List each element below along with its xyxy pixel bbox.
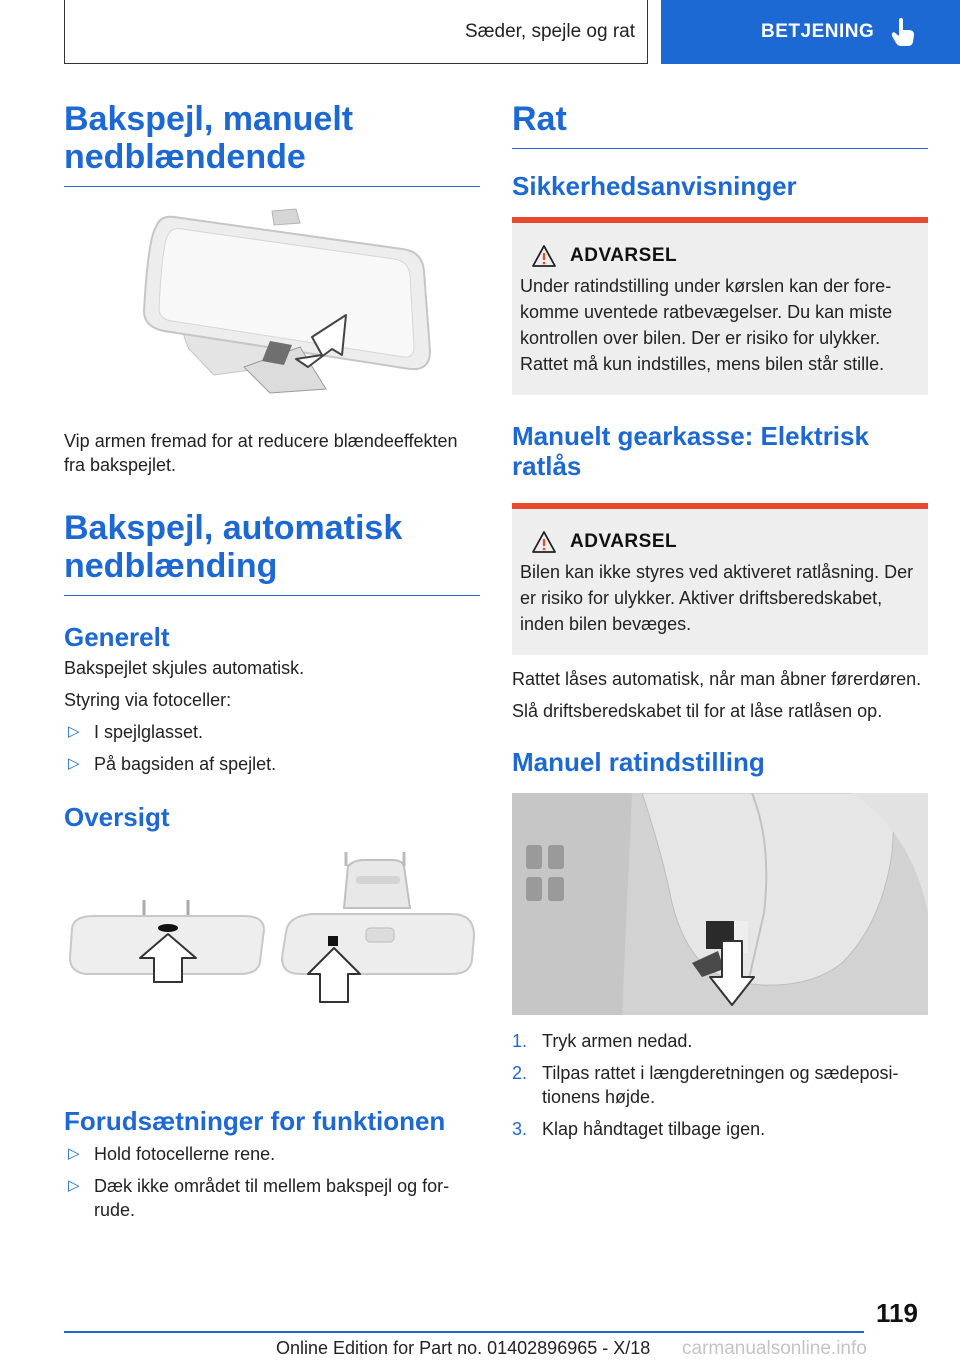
- triangle-bullet-icon: ▷: [68, 723, 80, 740]
- warning-box-steering-while-driving: [512, 217, 928, 395]
- step-number: 3.: [512, 1119, 528, 1139]
- step-number: 2.: [512, 1063, 528, 1083]
- pointing-hand-icon: [890, 17, 916, 47]
- list-item: 2. Tilpas rattet i længderetningen og sædepositionens højde.: [512, 1063, 899, 1107]
- photocell-overview-illustration: [64, 832, 480, 1092]
- triangle-bullet-icon: ▷: [68, 1145, 80, 1162]
- paragraph-photocells: Styring via fotoceller:: [64, 690, 232, 710]
- heading-oversigt: Oversigt: [64, 802, 170, 832]
- header-chapter-tab[interactable]: [661, 0, 960, 64]
- heading-rat: Rat: [512, 100, 928, 149]
- paragraph-unlock: Slå driftsberedskabet til for at låse ratlåsen op.: [512, 701, 883, 721]
- warning-text: Under ratindstilling under kørslen kan der forekomme uventede ratbevægelser. Du kan miste kontrollen over bilen. Der er risiko for ulykker. Rattet må kun indstilles, mens bilen står stille.: [520, 276, 893, 374]
- heading-forudsaetninger: Forudsætninger for funktionen: [64, 1106, 446, 1136]
- step-number: 1.: [512, 1031, 528, 1051]
- page-number: 119: [876, 1298, 918, 1328]
- steering-column-illustration: [512, 793, 928, 1015]
- list-item: ▷ Hold fotocellerne rene.: [68, 1144, 276, 1164]
- paragraph-auto-hide: Bakspejlet skjules automatisk.: [64, 658, 305, 678]
- heading-generelt: Generelt: [64, 622, 170, 652]
- heading-automatic-dimming-mirror: Bakspejl, automatisk nedblænding: [64, 509, 480, 596]
- photocell-list: [64, 720, 480, 776]
- footer-edition: Online Edition for Part no. 01402896965 - X/18: [276, 1338, 651, 1358]
- warning-box-steering-lock: [512, 503, 928, 655]
- left-column: [64, 100, 480, 1230]
- warning-label: ADVARSEL: [570, 245, 678, 266]
- manual-mirror-illustration: [64, 199, 480, 419]
- warning-label: ADVARSEL: [570, 531, 678, 552]
- warning-triangle-icon: [532, 531, 556, 553]
- triangle-bullet-icon: ▷: [68, 755, 80, 772]
- warning-text: Bilen kan ikke styres ved aktiveret ratlåsning. Der er risiko for ulykker. Aktiver driftsberedskabet, inden bilen bevæges.: [520, 562, 914, 634]
- list-item: ▷ På bagsiden af spejlet.: [68, 754, 277, 774]
- heading-manual-dimming-mirror: Bakspejl, manuelt nedblændende: [64, 100, 480, 187]
- warning-triangle-icon: [532, 245, 556, 267]
- header-section-box: [64, 0, 648, 64]
- paragraph-tilt-lever: Vip armen fremad for at reducere blændeeffekten fra bakspejlet.: [64, 431, 458, 475]
- paragraph-auto-lock: Rattet låses automatisk, når man åbner førerdøren.: [512, 669, 922, 689]
- list-item: 1. Tryk armen nedad.: [512, 1031, 693, 1051]
- list-item: 3. Klap håndtaget tilbage igen.: [512, 1119, 766, 1139]
- header-section-title: Sæder, spejle og rat: [464, 20, 635, 42]
- footer-divider: [64, 1331, 864, 1333]
- triangle-bullet-icon: ▷: [68, 1177, 80, 1194]
- watermark: carmanualsonline.info: [682, 1338, 867, 1359]
- list-item: ▷ I spejlglasset.: [68, 722, 204, 742]
- list-item: ▷ Dæk ikke området til mellem bakspejl og forrude.: [68, 1176, 450, 1220]
- right-column: [512, 100, 928, 1149]
- header-chapter-title: BETJENING: [761, 21, 875, 42]
- adjustment-steps: [512, 1029, 928, 1141]
- heading-manual-steering-adjust: Manuel ratindstilling: [512, 747, 765, 777]
- heading-sikkerhedsanvisninger: Sikkerhedsanvisninger: [512, 171, 797, 201]
- heading-manual-gearbox-lock: Manuelt gearkasse: Elektrisk ratlås: [512, 421, 869, 481]
- requirements-list: [64, 1142, 480, 1222]
